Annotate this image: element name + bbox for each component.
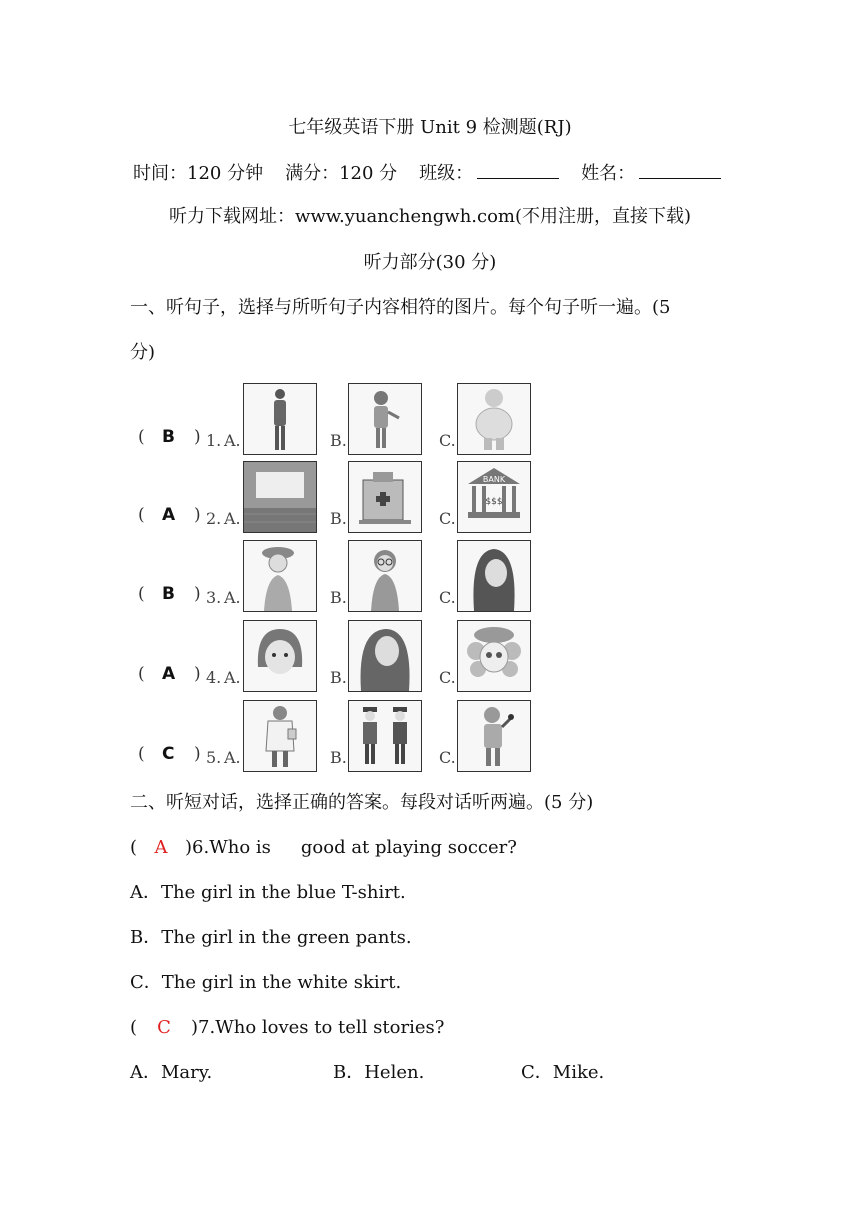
open-paren: (: [138, 584, 145, 604]
open-paren: (: [138, 744, 145, 764]
option-b-label: B.: [330, 588, 347, 607]
question-6: [130, 836, 517, 860]
class-label: 班级：: [419, 163, 474, 184]
download-line: 听力下载网址：www.yuanchengwh.com(不用注册，直接下载): [168, 206, 692, 227]
picture-question-row: [130, 700, 550, 772]
open-paren: (: [130, 837, 138, 858]
bank-money-text: $$$: [485, 497, 503, 507]
score-info: 满分：120 分: [285, 163, 398, 184]
section1-title: 一、听句子，选择与所听句子内容相符的图片。每个句子听一遍。(5: [130, 297, 671, 318]
q7-option-b: B．Helen.: [333, 1062, 425, 1083]
name-blank[interactable]: [639, 160, 721, 179]
girl-glasses-icon[interactable]: [348, 540, 422, 612]
q6-option-a: A．The girl in the blue T-shirt.: [130, 882, 406, 903]
singer-icon[interactable]: [457, 700, 531, 772]
q7-option-a: A．Mary.: [130, 1062, 213, 1083]
thin-man-icon[interactable]: [348, 383, 422, 455]
option-b-label: B.: [330, 509, 347, 528]
question-number: 4.: [206, 668, 222, 687]
exam-meta-line: [133, 160, 721, 186]
girl-hat-icon[interactable]: [243, 540, 317, 612]
open-paren: (: [138, 427, 145, 447]
option-c-label: C.: [439, 431, 456, 450]
question-6-text-a: )6.Who is: [185, 837, 271, 858]
tall-man-icon[interactable]: [243, 383, 317, 455]
question-number: 5.: [206, 748, 222, 767]
q6-option-b: B．The girl in the green pants.: [130, 927, 412, 948]
listening-part-title: 听力部分(30 分): [363, 252, 497, 273]
picture-question-row: [130, 620, 550, 692]
cinema-icon[interactable]: [243, 461, 317, 533]
long-hair-girl-icon[interactable]: [348, 620, 422, 692]
question-number: 1.: [206, 431, 222, 450]
option-a-label: A.: [224, 509, 241, 528]
option-b-label: B.: [330, 668, 347, 687]
curly-hair-girl-icon[interactable]: [457, 620, 531, 692]
time-info: 时间：120 分钟: [133, 163, 264, 184]
option-c-label: C.: [439, 748, 456, 767]
doctor-icon[interactable]: [243, 700, 317, 772]
question-number: 2.: [206, 509, 222, 528]
option-a-label: A.: [224, 588, 241, 607]
close-paren: ): [194, 584, 201, 604]
bank-icon[interactable]: [457, 461, 531, 533]
answer-choice[interactable]: B: [162, 427, 175, 447]
section2-title: 二、听短对话，选择正确的答案。每段对话听两遍。(5 分): [130, 792, 594, 813]
open-paren: (: [130, 1017, 138, 1038]
answer-choice[interactable]: C: [162, 744, 175, 764]
hospital-icon[interactable]: [348, 461, 422, 533]
question-number: 3.: [206, 588, 222, 607]
close-paren: ): [194, 664, 201, 684]
heavy-man-icon[interactable]: [457, 383, 531, 455]
option-c-label: C.: [439, 509, 456, 528]
option-b-label: B.: [330, 431, 347, 450]
answer-choice[interactable]: B: [162, 584, 175, 604]
answer-7[interactable]: C: [157, 1017, 171, 1038]
close-paren: ): [194, 427, 201, 447]
answer-choice[interactable]: A: [162, 505, 176, 525]
option-c-label: C.: [439, 668, 456, 687]
open-paren: (: [138, 664, 145, 684]
q6-option-c: C．The girl in the white skirt.: [130, 972, 402, 993]
girl-long-hair-icon[interactable]: [457, 540, 531, 612]
class-blank[interactable]: [477, 160, 559, 179]
answer-choice[interactable]: A: [162, 664, 176, 684]
short-hair-girl-icon[interactable]: [243, 620, 317, 692]
option-a-label: A.: [224, 668, 241, 687]
picture-question-row: [130, 540, 550, 612]
q7-option-c: C．Mike.: [521, 1062, 605, 1083]
option-b-label: B.: [330, 748, 347, 767]
question-7-text: )7.Who loves to tell stories?: [191, 1017, 445, 1038]
close-paren: ): [194, 744, 201, 764]
close-paren: ): [194, 505, 201, 525]
answer-6[interactable]: A: [154, 837, 168, 858]
picture-question-row: [130, 383, 550, 455]
section1-title-cont: 分): [130, 342, 156, 363]
option-a-label: A.: [224, 431, 241, 450]
police-icon[interactable]: [348, 700, 422, 772]
question-6-text-b: good at playing soccer?: [300, 837, 517, 858]
name-label: 姓名：: [581, 163, 636, 184]
open-paren: (: [138, 505, 145, 525]
picture-question-row: [130, 461, 550, 533]
question-7: [130, 1016, 444, 1040]
option-a-label: A.: [224, 748, 241, 767]
bank-sign-text: BANK: [482, 475, 506, 484]
option-c-label: C.: [439, 588, 456, 607]
paper-title: 七年级英语下册 Unit 9 检测题(RJ): [288, 117, 572, 138]
